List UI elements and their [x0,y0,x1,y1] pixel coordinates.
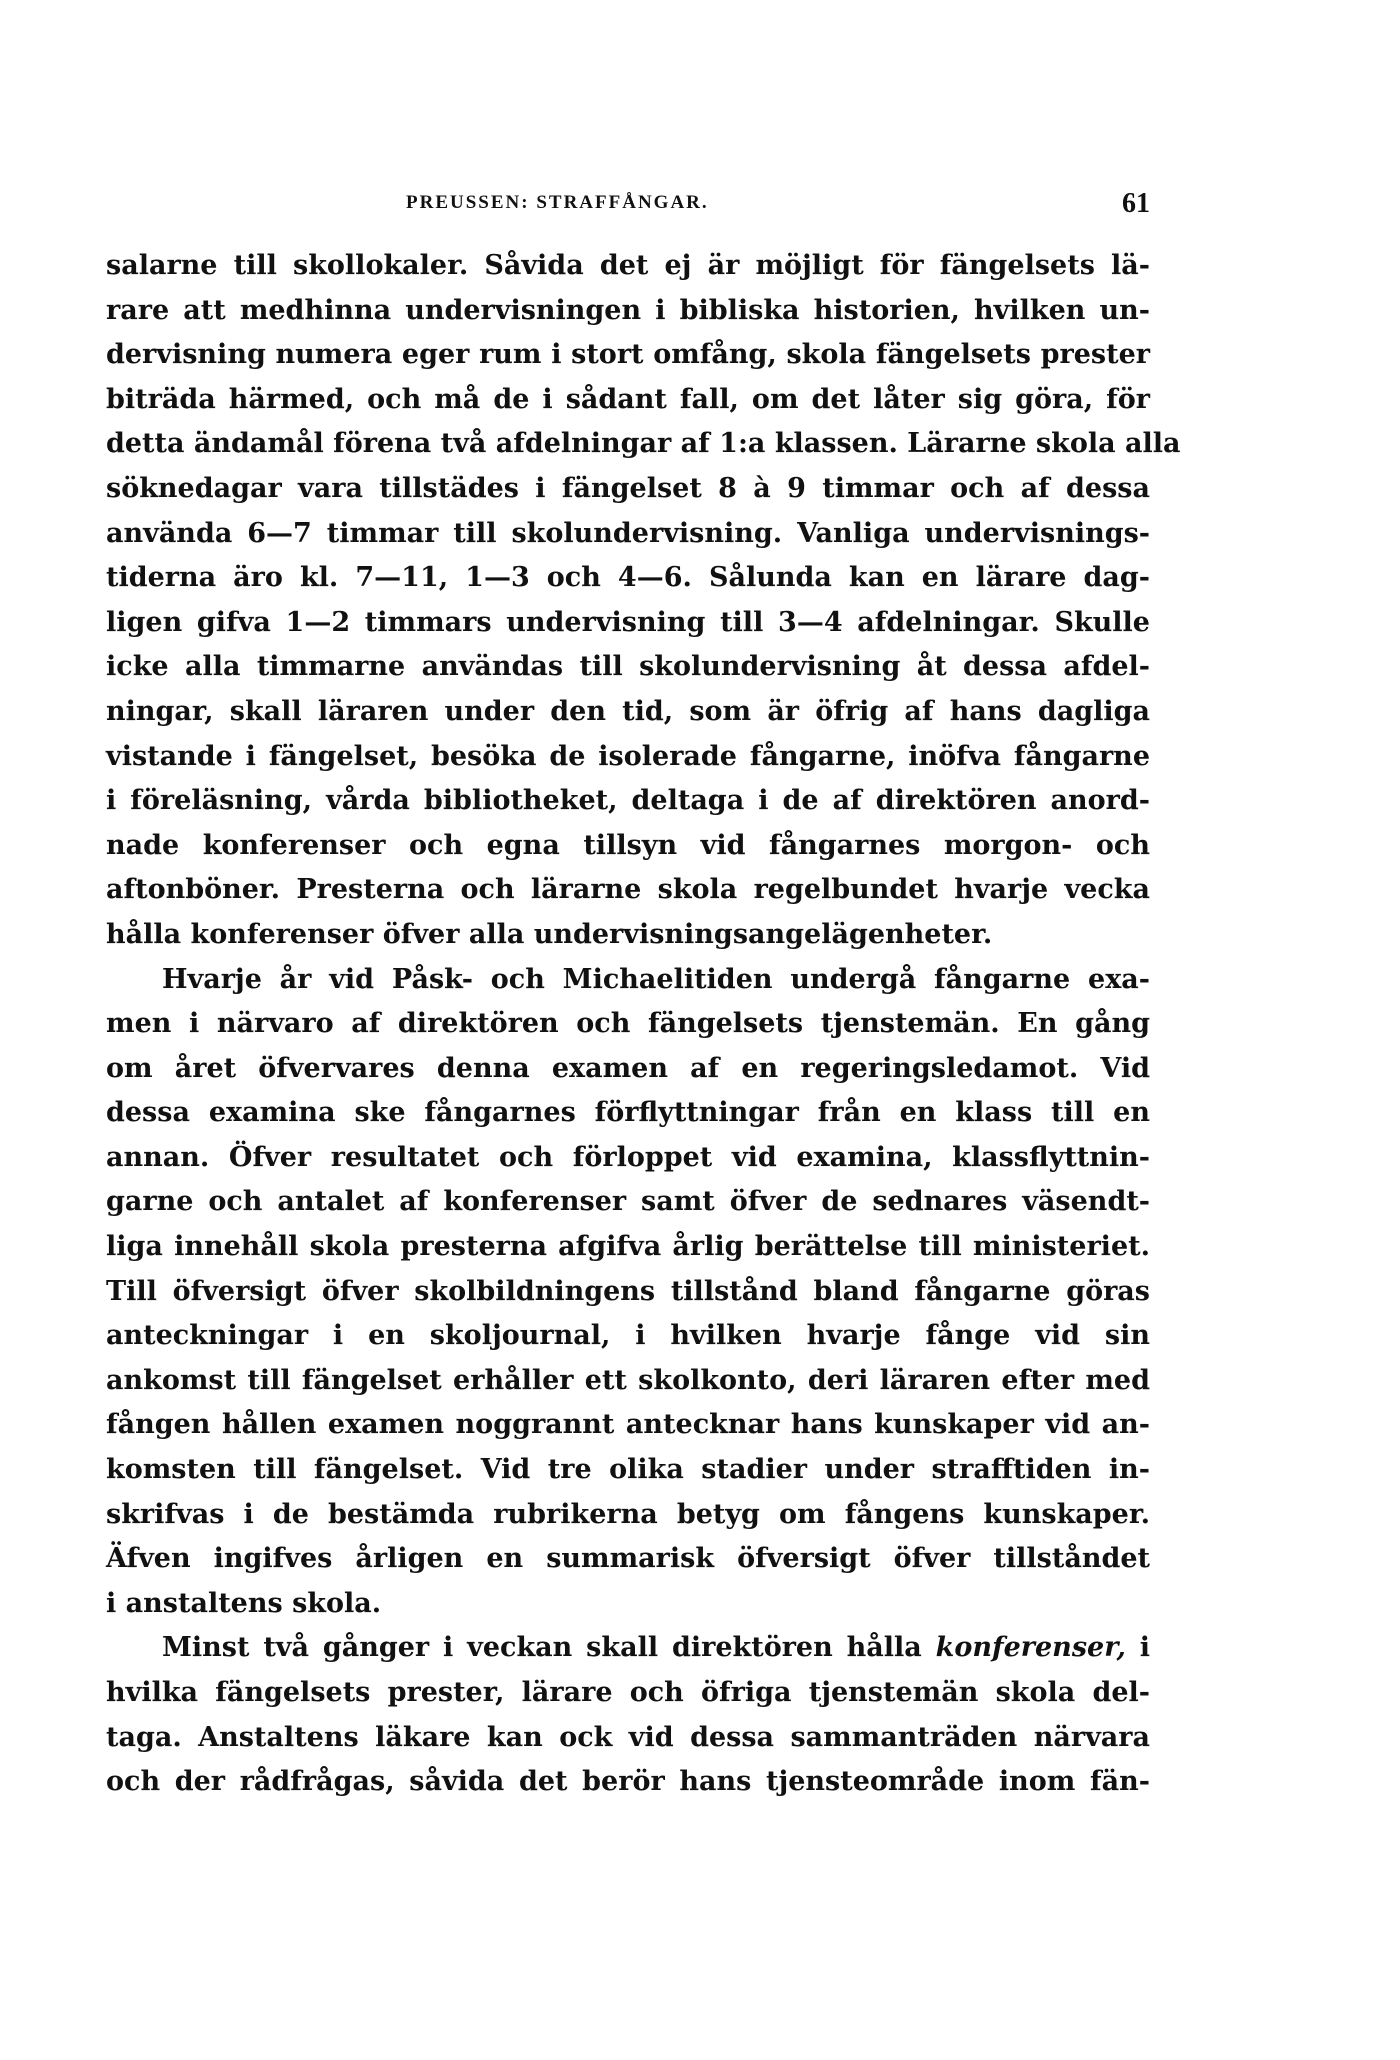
text-line: hålla konferenser öfver alla undervisningsangelägenheter. [106,918,993,950]
paragraph-2 [106,958,1150,1627]
text-line: fången hållen examen noggrannt antecknar hans kunskaper vid an- [106,1409,1150,1441]
text-line: ankomst till fängelset erhåller ett skolkonto, deri läraren efter med [106,1364,1150,1396]
text-line: rare att medhinna undervisningen i bibliska historien, hvilken un- [106,294,1150,326]
text-line: liga innehåll skola presterna afgifva årlig berättelse till ministeriet. [106,1231,1150,1263]
text-line: detta ändamål förena två afdelningar af 1:a klassen. Lärarne skola alla [106,428,1181,460]
text-line: icke alla timmarne användas till skolundervisning åt dessa afdel- [106,651,1150,683]
text-line: och der rådfrågas, såvida det berör hans tjensteområde inom fän- [106,1766,1150,1798]
body-text [106,244,1181,1805]
text-line: Till öfversigt öfver skolbildningens tillstånd bland fångarne göras [106,1275,1150,1307]
text-line: taga. Anstaltens läkare kan ock vid dessa sammanträden närvara [106,1721,1150,1753]
text-fragment: Minst två gånger i veckan skall direktören hålla [162,1632,936,1664]
text-line: garne och antalet af konferenser samt öfver de sednares väsendt- [106,1186,1150,1218]
text-line: vistande i fängelset, besöka de isolerade fångarne, inöfva fångarne [106,740,1150,772]
text-line: i anstaltens skola. [106,1587,382,1619]
text-line: annan. Öfver resultatet och förloppet vid examina, klassflyttnin- [106,1141,1150,1173]
text-line: salarne till skollokaler. Såvida det ej är möjligt för fängelsets lä- [106,250,1150,281]
text-line: komsten till fängelset. Vid tre olika stadier under strafftiden in- [106,1454,1150,1486]
emphasized-term: konferenser, [935,1632,1126,1664]
text-line: dervisning numera eger rum i stort omfång, skola fängelsets prester [106,339,1150,371]
running-head-title: PREUSSEN: STRAFFÅNGAR. [406,192,709,213]
text-line: om året öfvervares denna examen af en regeringsledamot. Vid [106,1052,1150,1084]
text-line: använda 6—7 timmar till skolundervisning. Vanliga undervisnings- [106,517,1150,549]
text-line: Äfven ingifves årligen en summarisk öfversigt öfver tillståndet [106,1543,1150,1575]
text-line: anteckningar i en skoljournal, i hvilken hvarje fånge vid sin [106,1320,1150,1352]
text-line: tiderna äro kl. 7—11, 1—3 och 4—6. Sålunda kan en lärare dag- [106,562,1150,594]
text-line: biträda härmed, och må de i sådant fall, om det låter sig göra, för [106,383,1150,415]
text-line: hvilka fängelsets prester, lärare och öfriga tjenstemän skola del- [106,1677,1150,1708]
text-line: men i närvaro af direktören och fängelsets tjenstemän. En gång [106,1008,1150,1040]
text-line: nade konferenser och egna tillsyn vid fångarnes morgon- och [106,829,1150,861]
text-line: aftonböner. Presterna och lärarne skola regelbundet hvarje vecka [106,874,1150,906]
paragraph-3 [106,1626,1150,1804]
text-line: söknedagar vara tillstädes i fängelset 8 à 9 timmar och af dessa [106,472,1150,504]
text-line: dessa examina ske fångarnes förflyttningar från en klass till en [106,1097,1150,1129]
running-head [106,188,1150,228]
text-fragment: i [1125,1632,1150,1664]
text-line: ligen gifva 1—2 timmars undervisning till 3—4 afdelningar. Skulle [106,606,1150,638]
page-number: 61 [1122,188,1150,219]
text-line [106,1626,1150,1671]
text-line: skrifvas i de bestämda rubrikerna betyg om fångens kunskaper. [106,1498,1150,1530]
text-line: Hvarje år vid Påsk- och Michaelitiden undergå fångarne exa- [162,963,1150,995]
paragraph-1 [106,244,1181,958]
text-line: ningar, skall läraren under den tid, som är öfrig af hans dagliga [106,695,1150,727]
text-line: i föreläsning, vårda bibliotheket, deltaga i de af direktören anord- [106,785,1150,817]
